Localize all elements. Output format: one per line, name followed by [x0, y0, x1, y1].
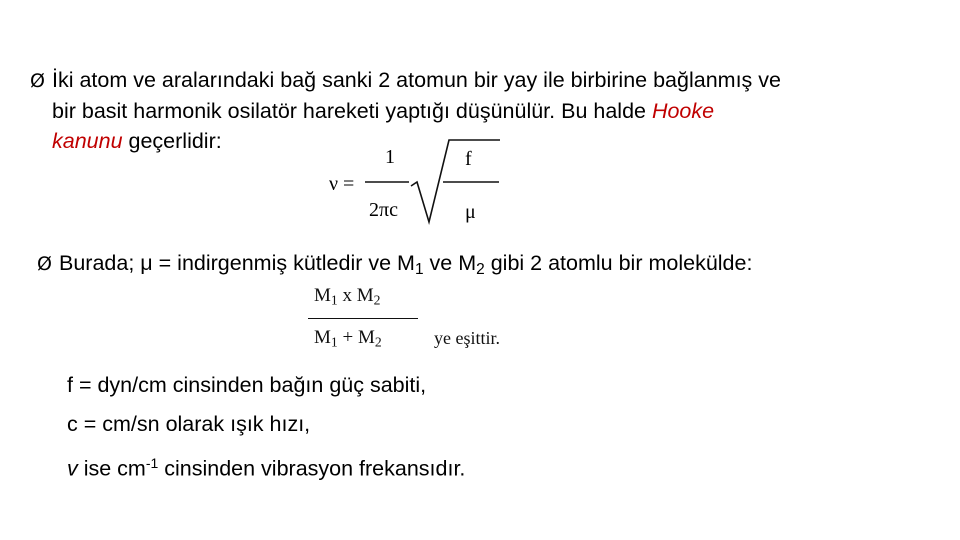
eq1-denominator-2: μ — [465, 201, 476, 223]
bullet-1-text-1: İki atom ve aralarındaki bağ sanki 2 atomun bir yay ile birbirine bağlanmış ve — [52, 68, 781, 92]
reduced-mass-equation — [308, 285, 538, 355]
cm-exponent: -1 — [145, 455, 159, 471]
eq1-numerator-1: 1 — [385, 146, 395, 168]
bullet-1-tail: geçerlidir: — [122, 129, 222, 153]
bullet-2-text-a: Burada; μ = indirgenmiş kütledir ve M — [59, 251, 415, 275]
square-root-sign — [411, 140, 500, 222]
bullet-2-sub-2: 2 — [476, 260, 485, 278]
bullet-2-sub-1: 1 — [414, 260, 424, 278]
eq1-denominator-1: 2πc — [369, 199, 398, 221]
eq1-lhs: ν = — [329, 173, 355, 195]
definition-c: c = cm/sn olarak ışık hızı, — [67, 412, 311, 436]
bullet-2-text-b: ve M — [423, 251, 477, 275]
bullet-1-text-2: bir basit harmonik osilatör hareketi yaptığı düşünülür. Bu halde — [52, 99, 652, 123]
bullet-2-text-c: gibi 2 atomlu bir molekülde: — [484, 251, 753, 275]
bullet-2 — [37, 248, 947, 285]
v-symbol: v — [67, 456, 78, 481]
eq2-denominator: $M_1 + M_2$ — [314, 327, 382, 350]
eq2-numerator: $M_1$ x $M_2$ — [314, 285, 381, 308]
bullet-1-line-2 — [30, 96, 950, 126]
frequency-equation — [325, 138, 515, 230]
arrow-bullet-icon: Ø — [30, 70, 45, 92]
eq2-suffix: ye eşittir. — [434, 328, 500, 348]
definition-f: f = dyn/cm cinsinden bağın güç sabiti, — [67, 373, 427, 397]
eq1-numerator-2: f — [465, 148, 472, 170]
eq2-fraction-bar — [308, 318, 418, 319]
bullet-1-line-1 — [30, 65, 950, 96]
definition-v: v ise $cm^{-1}$ cinsinden vibrasyon frekansıdır. — [67, 455, 466, 481]
kanunu-term: kanunu — [52, 129, 123, 153]
definitions — [67, 366, 927, 489]
hooke-term: Hooke — [651, 99, 715, 123]
arrow-bullet-icon: Ø — [37, 253, 52, 275]
